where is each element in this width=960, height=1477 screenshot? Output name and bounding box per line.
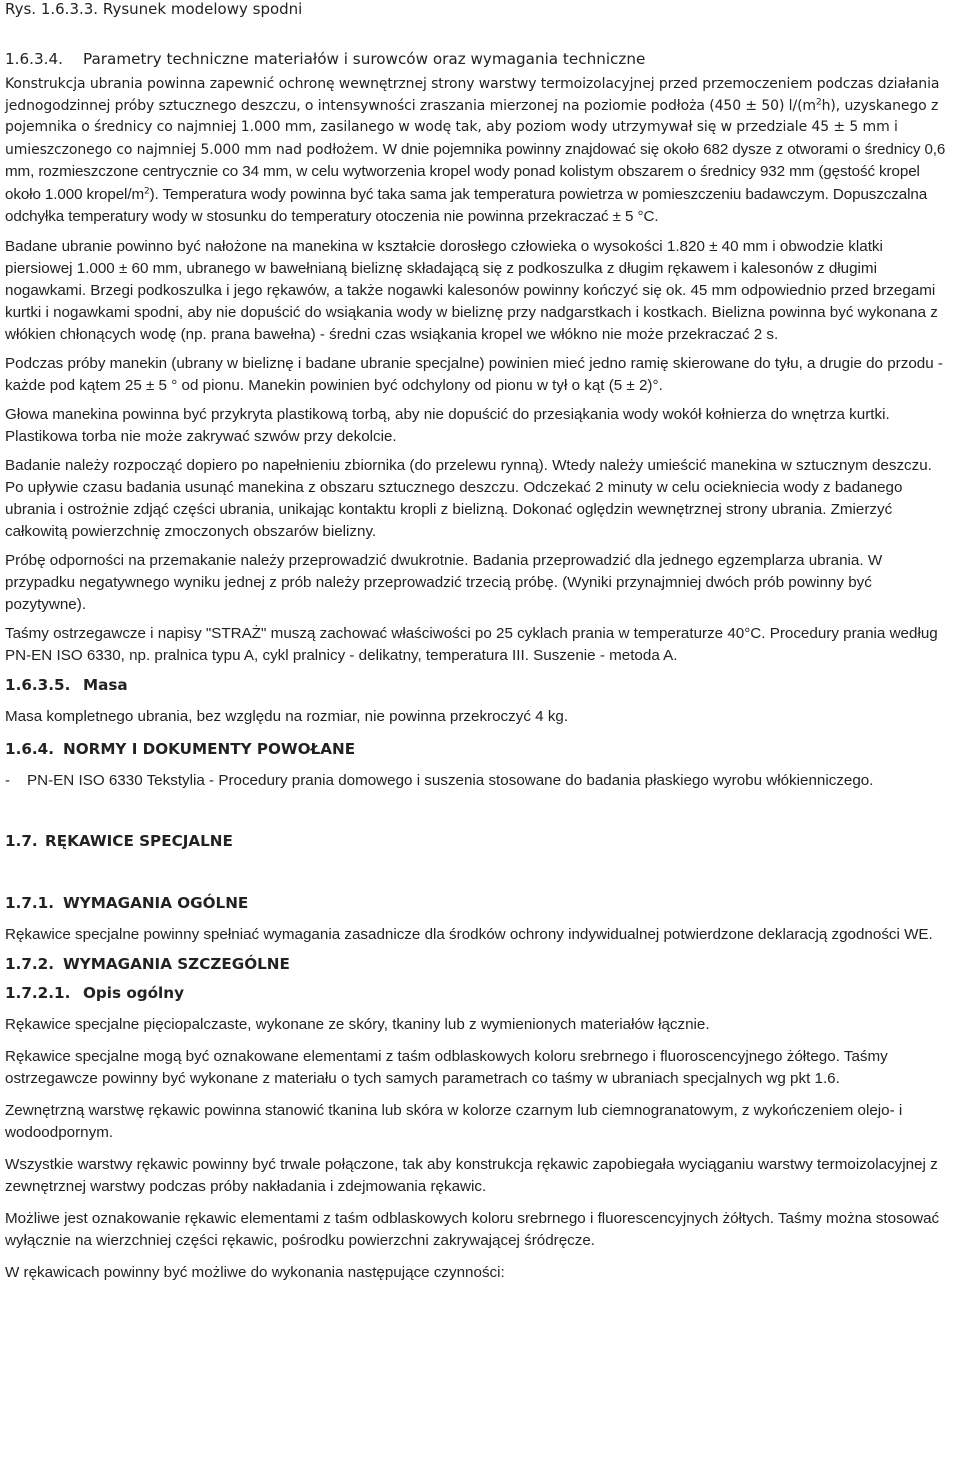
- heading-1-6-3-4: [5, 48, 953, 70]
- heading-title: NORMY I DOKUMENTY POWOŁANE: [63, 739, 356, 758]
- figure-caption: Rys. 1.6.3.3. Rysunek modelowy spodni: [5, 0, 303, 18]
- paragraph-test-procedure: Badanie należy rozpocząć dopiero po napełnieniu zbiornika (do przelewu rynną). Wtedy należy umieścić manekina w sztucznym deszczu. Po upływie czasu badania usunąć manekina z obszaru sztucznego deszczu. Odczekać 2 minuty w celu ociekniecia wody z badanego ubrania i ostrożnie zdjąć części ubrania, unikając kontaktu kropli z bielizną. Dokonać oględzin wewnętrznej strony ubrania. Zmierzyć całkowitą powierzchnię zmoczonych obszarów bielizny.: [5, 456, 932, 540]
- paragraph-gloves-marking: Rękawice specjalne mogą być oznakowane elementami z taśm odblaskowych koloru srebrnego i fluoroscencyjnego żółtego. Taśmy ostrzegawcze powinny być wykonane z materiału o tych samych parametrach co taśmy w ubraniach specjalnych wg pkt 1.6.: [5, 1047, 888, 1087]
- heading-number: 1.6.4.: [5, 739, 55, 758]
- heading-1-6-3-5: [5, 674, 953, 696]
- heading-title: Parametry techniczne materiałów i surowców oraz wymagania techniczne: [83, 50, 646, 68]
- heading-number: 1.6.3.4.: [5, 50, 63, 68]
- list-dash: -: [5, 771, 11, 789]
- paragraph-text: W dnie pojemnika powinny znajdować się około 682 dysze z otworami o średnicy 0,6 mm, rozmieszczone centrycznie co 34 mm, w celu wytworzenia kropel wody ponad kolistym obszarem o średnicy 932 mm (gęstość kropel około 1.000 kropel/m: [5, 140, 946, 203]
- list-item-text: PN-EN ISO 6330 Tekstylia - Procedury prania domowego i suszenia stosowane do badania płaskiego wyrobu włókienniczego.: [27, 771, 874, 789]
- heading-number: 1.7.1.: [5, 893, 55, 912]
- heading-title: WYMAGANIA SZCZEGÓLNE: [63, 954, 290, 973]
- heading-number: 1.7.2.1.: [5, 983, 71, 1002]
- heading-number: 1.7.2.: [5, 954, 55, 973]
- paragraph-gloves-materials: Rękawice specjalne pięciopalczaste, wykonane ze skóry, tkaniny lub z wymienionych materiałów łącznie.: [5, 1015, 710, 1033]
- list-item-standard: [5, 770, 953, 792]
- paragraph-test-repeat: Próbę odporności na przemakanie należy przeprowadzić dwukrotnie. Badania przeprowadzić dla jednego egzemplarza ubrania. W przypadku negatywnego wyniku jednej z prób należy przeprowadzić trzecią próbę. (Wyniki przynajmniej dwóch prób powinny być pozytywne).: [5, 551, 883, 613]
- paragraph-test-position: Podczas próby manekin (ubrany w bieliznę i badane ubranie specjalne) powinien mieć jedno ramię skierowane do tyłu, a drugie do przodu - każde pod kątem 25 ± 5 ° od pionu. Manekin powinien być odchylony od pionu w tył o kąt (5 ± 2)°.: [5, 354, 943, 394]
- paragraph-mass: Masa kompletnego ubrania, bez względu na rozmiar, nie powinna przekroczyć 4 kg.: [5, 707, 569, 725]
- paragraph-gloves-outer-layer: Zewnętrzną warstwę rękawic powinna stanowić tkanina lub skóra w kolorze czarnym lub ciemnogranatowym, z wykończeniem olejo- i wodoodpornym.: [5, 1101, 903, 1141]
- heading-1-7-2: [5, 953, 953, 975]
- heading-1-6-4: [5, 738, 953, 760]
- paragraph-text: Konstrukcja ubrania powinna zapewnić ochronę wewnętrznej strony warstwy termoizolacyjnej przed przemoczeniem podczas działania jednogodzinnej próby sztucznego deszczu, o intensywności zraszania mierzonej na poziomie podłoża (450 ± 50) l/(m: [5, 76, 940, 114]
- heading-number: 1.7.: [5, 831, 38, 850]
- heading-1-7-2-1: [5, 982, 953, 1004]
- paragraph-gloves-reflective: Możliwe jest oznakowanie rękawic elementami z taśm odblaskowych koloru srebrnego i fluorescencyjnych żółtych. Taśmy można stosować wyłącznie na wierzchniej części rękawic, pośrodku powierzchni zakrywającej śródręcze.: [5, 1209, 940, 1249]
- paragraph-head-cover: Głowa manekina powinna być przykryta plastikową torbą, aby nie dopuścić do przesiąkania wody wokół kołnierza do wnętrza kurtki. Plastikowa torba nie może zakrywać szwów przy dekolcie.: [5, 405, 890, 445]
- paragraph-general-requirements: Rękawice specjalne powinny spełniać wymagania zasadnicze dla środków ochrony indywidualnej potwierdzone deklaracją zgodności WE.: [5, 925, 933, 943]
- document-page: [5, 0, 953, 1284]
- superscript: 2: [144, 185, 150, 196]
- paragraph-gloves-layers: Wszystkie warstwy rękawic powinny być trwale połączone, tak aby konstrukcja rękawic zapobiegała wyciąganiu warstwy termoizolacyjnej z zewnętrznej warstwy podczas próby nakładania i zdejmowania rękawic.: [5, 1155, 938, 1195]
- paragraph-text: h), uzyskanego z pojemnika o średnicy co najmniej 1.000 mm, zasilanego w wodę tak, aby poziom wody utrzymywał się w przedziale 45 ± 5 mm i umieszczonego co najmniej 5.000 mm nad podłożem.: [5, 97, 939, 158]
- paragraph-washing: Taśmy ostrzegawcze i napisy "STRAŻ" muszą zachować właściwości po 25 cyklach prania w temperaturze 40°C. Procedury prania według PN-EN ISO 6330, np. pralnica typu A, cykl pralnicy - delikatny, temperatura III. Suszenie - metoda A.: [5, 624, 938, 664]
- paragraph-rain-test: [5, 74, 953, 229]
- heading-title: Masa: [83, 675, 128, 694]
- heading-title: RĘKAWICE SPECJALNE: [45, 831, 233, 850]
- paragraph-gloves-activities: W rękawicach powinny być możliwe do wykonania następujące czynności:: [5, 1263, 505, 1281]
- superscript: 2: [815, 96, 822, 107]
- heading-1-7: [5, 830, 953, 852]
- heading-1-7-1: [5, 892, 953, 914]
- heading-title: WYMAGANIA OGÓLNE: [63, 893, 249, 912]
- heading-number: 1.6.3.5.: [5, 675, 71, 694]
- paragraph-text: ). Temperatura wody powinna być taka sama jak temperatura powietrza w pomieszczeniu badawczym. Dopuszczalna odchyłka temperatury wody w stosunku do temperatury otoczenia nie powinna przekraczać ± 5 °C.: [5, 185, 928, 225]
- paragraph-mannequin: Badane ubranie powinno być nałożone na manekina w kształcie dorosłego człowieka o wysokości 1.820 ± 40 mm i obwodzie klatki piersiowej 1.000 ± 60 mm, ubranego w bawełnianą bieliznę składającą się z podkoszulka z długim rękawem i kalesonów z długimi nogawkami. Brzegi podkoszulka i jego rękawów, a także nogawki kalesonów powinny kończyć się ok. 45 mm odpowiednio przed brzegami kurtki i nogawkami spodni, aby nie dopuścić do wsiąkania wody w bieliznę przy nadgarstkach i kostkach. Bielizna powinna być wykonana z włókien chłonących wodę (np. prana bawełna) - średni czas wsiąkania kropel we włókno nie może przekraczać 2 s.: [5, 237, 938, 343]
- heading-title: Opis ogólny: [83, 983, 184, 1002]
